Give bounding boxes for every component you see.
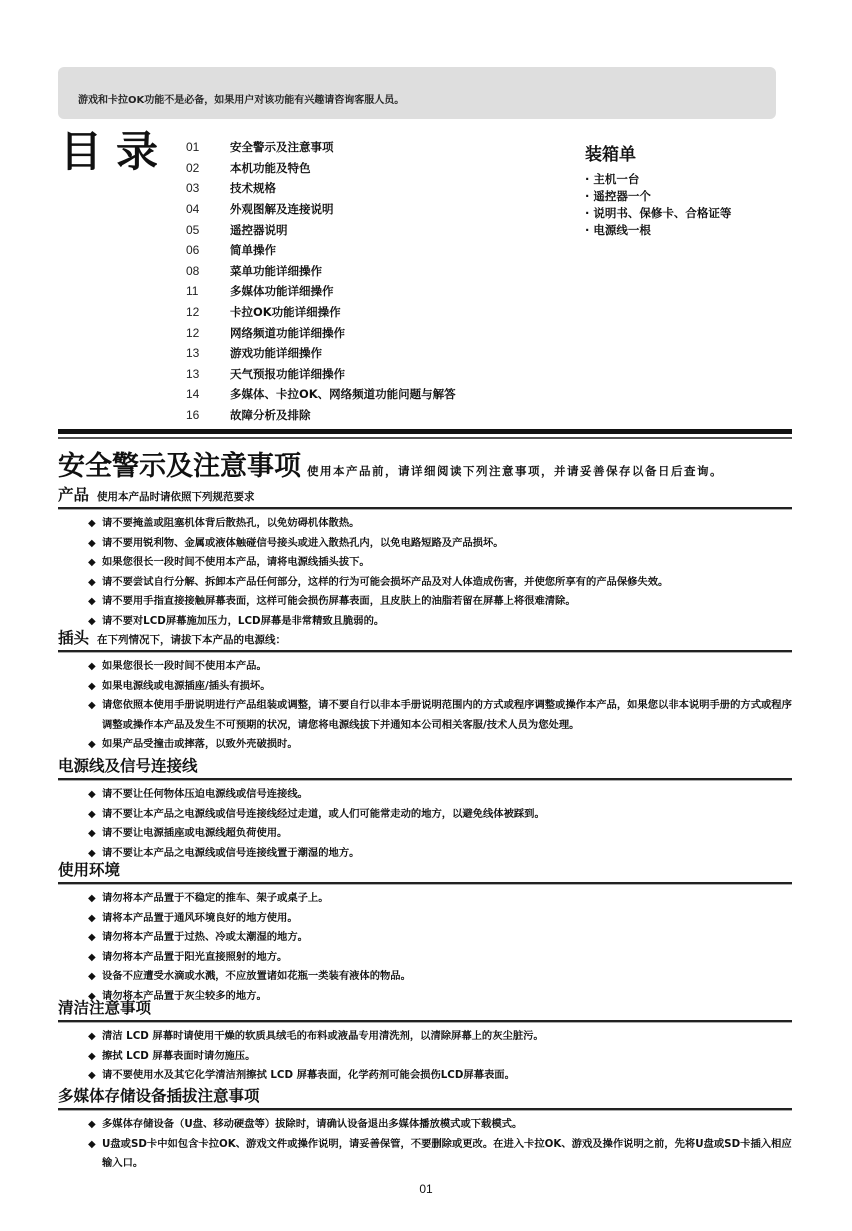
section-divider: [58, 882, 792, 885]
safety-heading: [58, 444, 723, 483]
list-item-text: 请不要对LCD屏幕施加压力，LCD屏幕是非常精致且脆弱的。: [102, 614, 385, 627]
list-item-text: 请不要掩盖或阻塞机体背后散热孔，以免妨碍机体散热。: [102, 517, 360, 529]
toc-entry[interactable]: [186, 343, 456, 364]
packing-list: [585, 140, 731, 239]
list-item: [88, 677, 792, 697]
page-number: 01: [419, 1182, 433, 1196]
diamond-bullet-icon: ◆: [88, 893, 96, 904]
list-item-text: 请不要尝试自行分解、拆卸本产品任何部分，这样的行为可能会损坏产品及对人体造成伤害，并使您所享有的产品保修失效。: [102, 575, 669, 588]
section-note: 使用本产品时请依照下列规范要求: [97, 491, 255, 503]
toc-entry[interactable]: [186, 261, 456, 282]
list-item: [88, 909, 792, 929]
section-title: 多媒体存储设备插拔注意事项: [58, 1087, 260, 1105]
toc-page-number: 12: [186, 305, 200, 320]
section-divider: [58, 1108, 792, 1111]
section-header: [58, 996, 792, 1018]
diamond-bullet-icon: ◆: [88, 971, 96, 982]
diamond-bullet-icon: ◆: [88, 537, 96, 549]
toc-label: 安全警示及注意事项: [230, 140, 334, 155]
section-title: 插头: [58, 629, 90, 647]
toc-page-number: 13: [186, 346, 200, 361]
list-item-text: 请不要让电源插座或电源线超负荷使用。: [102, 827, 288, 839]
packing-list-item: · 电源线一根: [585, 222, 731, 239]
safety-section: [58, 996, 792, 1086]
packing-list-title: 装箱单: [585, 145, 636, 165]
list-item-text: 请不要用手指直接接触屏幕表面，这样可能会损伤屏幕表面，且皮肤上的油脂若留在屏幕上将很难清除。: [102, 595, 576, 607]
diamond-bullet-icon: ◆: [88, 1050, 96, 1062]
toc-entry[interactable]: [186, 302, 456, 323]
notice-text: 游戏和卡拉OK功能不是必备，如果用户对该功能有兴趣请咨询客服人员。: [78, 95, 405, 106]
list-item-text: 设备不应遭受水滴或水溅，不应放置诸如花瓶一类装有液体的物品。: [102, 970, 411, 982]
toc-label: 故障分析及排除: [230, 408, 311, 423]
list-item: [88, 696, 792, 735]
section-divider: [58, 778, 792, 781]
toc-entry[interactable]: [186, 322, 456, 343]
list-item: [88, 948, 792, 968]
list-item: [88, 967, 792, 987]
thin-divider: [58, 437, 792, 439]
diamond-bullet-icon: ◆: [88, 847, 96, 859]
section-divider: [58, 507, 792, 510]
list-item-text: 请不要使用水及其它化学清洁剂擦拭 LCD 屏幕表面，化学药剂可能会损伤LCD屏幕表面。: [102, 1069, 515, 1081]
list-item-text: 请不要让本产品之电源线或信号连接线置于潮湿的地方。: [102, 846, 360, 859]
list-item: [88, 1047, 792, 1067]
list-item: [88, 514, 792, 534]
list-item-text: 如果产品受撞击或摔落，以致外壳破损时。: [102, 738, 298, 750]
list-item: [88, 553, 792, 573]
toc-label: 天气预报功能详细操作: [230, 366, 345, 381]
packing-list-item: · 说明书、保修卡、合格证等: [585, 205, 731, 222]
diamond-bullet-icon: ◆: [88, 680, 96, 692]
list-item-text: U盘或SD卡中如包含卡拉OK、游戏文件或操作说明，请妥善保管，不要删除或更改。在进入卡拉OK、游戏及操作说明之前，先将U盘或SD卡插入相应输入口。: [102, 1137, 792, 1169]
list-item-text: 请勿将本产品置于阳光直接照射的地方。: [102, 950, 288, 963]
toc-entry[interactable]: [186, 384, 456, 405]
toc-label: 多媒体、卡拉OK、网络频道功能问题与解答: [230, 387, 456, 402]
list-item: [88, 805, 792, 825]
packing-list-item: · 遥控器一个: [585, 188, 731, 205]
toc-label: 本机功能及特色: [230, 160, 311, 175]
toc-entry[interactable]: [186, 405, 456, 426]
list-item: [88, 824, 792, 844]
safety-section: [58, 483, 792, 631]
toc-label: 卡拉OK功能详细操作: [230, 305, 341, 320]
section-title: 产品: [58, 486, 90, 504]
list-item: [88, 889, 792, 909]
list-item-text: 清洁 LCD 屏幕时请使用干燥的软质具绒毛的布料或液晶专用清洗剂，以清除屏幕上的灰尘脏污。: [102, 1030, 544, 1042]
list-item: [88, 573, 792, 593]
list-item: [88, 657, 792, 677]
diamond-bullet-icon: ◆: [88, 1138, 96, 1150]
list-item-text: 擦拭 LCD 屏幕表面时请勿施压。: [102, 1049, 256, 1062]
list-item: [88, 785, 792, 805]
list-item: [88, 1135, 792, 1174]
diamond-bullet-icon: ◆: [88, 518, 96, 529]
toc-entry[interactable]: [186, 199, 456, 220]
diamond-bullet-icon: ◆: [88, 828, 96, 839]
diamond-bullet-icon: ◆: [88, 557, 96, 568]
diamond-bullet-icon: ◆: [88, 1070, 96, 1081]
toc-page-number: 01: [186, 140, 200, 155]
safety-section: [58, 858, 792, 1006]
toc-label: 网络频道功能详细操作: [230, 325, 345, 340]
list-item: [88, 735, 792, 755]
toc-label: 游戏功能详细操作: [230, 346, 322, 361]
section-header: [58, 1084, 792, 1106]
toc-page-number: 13: [186, 366, 200, 381]
section-header: [58, 858, 792, 880]
safety-section: [58, 754, 792, 863]
list-item-text: 如果您很长一段时间不使用本产品。: [102, 660, 267, 672]
list-item-text: 请勿将本产品置于过热、冷或太潮湿的地方。: [102, 931, 308, 943]
list-item-text: 请不要让本产品之电源线或信号连接线经过走道，或人们可能常走动的地方，以避免线体被踩到。: [102, 807, 545, 820]
list-item: [88, 534, 792, 554]
list-item-text: 请勿将本产品置于不稳定的推车、架子或桌子上。: [102, 892, 329, 904]
list-item-text: 请勿将本产品置于灰尘较多的地方。: [102, 989, 267, 1002]
toc-label: 外观图解及连接说明: [230, 202, 334, 217]
list-item-text: 请不要让任何物体压迫电源线或信号连接线。: [102, 788, 308, 800]
toc-label: 技术规格: [230, 181, 276, 196]
section-header: [58, 754, 792, 776]
diamond-bullet-icon: ◆: [88, 700, 96, 711]
diamond-bullet-icon: ◆: [88, 912, 96, 924]
toc-entry[interactable]: [186, 137, 456, 158]
diamond-bullet-icon: ◆: [88, 951, 96, 963]
diamond-bullet-icon: ◆: [88, 739, 96, 750]
diamond-bullet-icon: ◆: [88, 596, 96, 607]
toc-entry[interactable]: [186, 219, 456, 240]
list-item: [88, 1066, 792, 1086]
section-header: [58, 483, 792, 505]
toc-label: 菜单功能详细操作: [230, 263, 322, 278]
list-item: [88, 1027, 792, 1047]
toc-entry[interactable]: [186, 281, 456, 302]
toc-entry[interactable]: [186, 158, 456, 179]
diamond-bullet-icon: ◆: [88, 1119, 96, 1130]
list-item-text: 如果您很长一段时间不使用本产品，请将电源线插头拔下。: [102, 556, 370, 568]
list-item-text: 请将本产品置于通风环境良好的地方使用。: [102, 911, 298, 924]
diamond-bullet-icon: ◆: [88, 1031, 96, 1042]
toc-title: 目录: [60, 127, 173, 176]
toc-entry[interactable]: [186, 364, 456, 385]
toc-label: 多媒体功能详细操作: [230, 284, 334, 299]
section-divider: [58, 1020, 792, 1023]
heavy-divider: [58, 429, 792, 434]
toc-page-number: 04: [186, 202, 200, 217]
diamond-bullet-icon: ◆: [88, 576, 96, 588]
list-item-text: 请您依照本使用手册说明进行产品组装或调整，请不要自行以非本手册说明范围内的方式或程序调整或操作本产品，如果您以非本说明手册的方式或程序调整或操作本产品及发生不可预期的状况，请您将电源线拔下并通知本公司相关客服/技术人员为您处理。: [102, 699, 792, 731]
list-item-text: 如果电源线或电源插座/插头有损坏。: [102, 679, 271, 692]
toc-label: 简单操作: [230, 243, 276, 258]
list-item: [88, 592, 792, 612]
packing-list-item: · 主机一台: [585, 171, 731, 188]
toc-entry[interactable]: [186, 178, 456, 199]
diamond-bullet-icon: ◆: [88, 932, 96, 943]
toc-page-number: 12: [186, 325, 200, 340]
toc-page-number: 16: [186, 408, 200, 423]
section-title: 使用环境: [58, 861, 121, 879]
list-item: [88, 928, 792, 948]
safety-section: [58, 1084, 792, 1174]
section-title: 清洁注意事项: [58, 999, 152, 1017]
toc-page-number: 14: [186, 387, 200, 402]
safety-subtitle: 使用本产品前，请详细阅读下列注意事项，并请妥善保存以备日后查询。: [307, 464, 723, 478]
diamond-bullet-icon: ◆: [88, 789, 96, 800]
safety-title: 安全警示及注意事项: [58, 451, 301, 482]
table-of-contents: [186, 137, 456, 425]
section-divider: [58, 650, 792, 653]
toc-page-number: 08: [186, 263, 200, 278]
toc-page-number: 06: [186, 243, 200, 258]
list-item-text: 多媒体存储设备（U盘、移动硬盘等）拔除时，请确认设备退出多媒体播放模式或下载模式。: [102, 1118, 523, 1130]
safety-section: [58, 626, 792, 755]
list-item: [88, 1115, 792, 1135]
diamond-bullet-icon: ◆: [88, 808, 96, 820]
diamond-bullet-icon: ◆: [88, 615, 96, 627]
section-header: [58, 626, 792, 648]
toc-label: 遥控器说明: [230, 222, 288, 237]
toc-page-number: 05: [186, 222, 200, 237]
list-item-text: 请不要用锐利物、金属或液体触碰信号接头或进入散热孔内，以免电路短路及产品损坏。: [102, 536, 504, 549]
toc-page-number: 11: [186, 284, 199, 299]
notice-banner: [58, 67, 776, 119]
toc-entry[interactable]: [186, 240, 456, 261]
section-title: 电源线及信号连接线: [58, 757, 198, 775]
diamond-bullet-icon: ◆: [88, 990, 96, 1002]
diamond-bullet-icon: ◆: [88, 661, 96, 672]
section-note: 在下列情况下，请拔下本产品的电源线：: [97, 634, 287, 646]
toc-page-number: 03: [186, 181, 200, 196]
toc-page-number: 02: [186, 160, 200, 175]
